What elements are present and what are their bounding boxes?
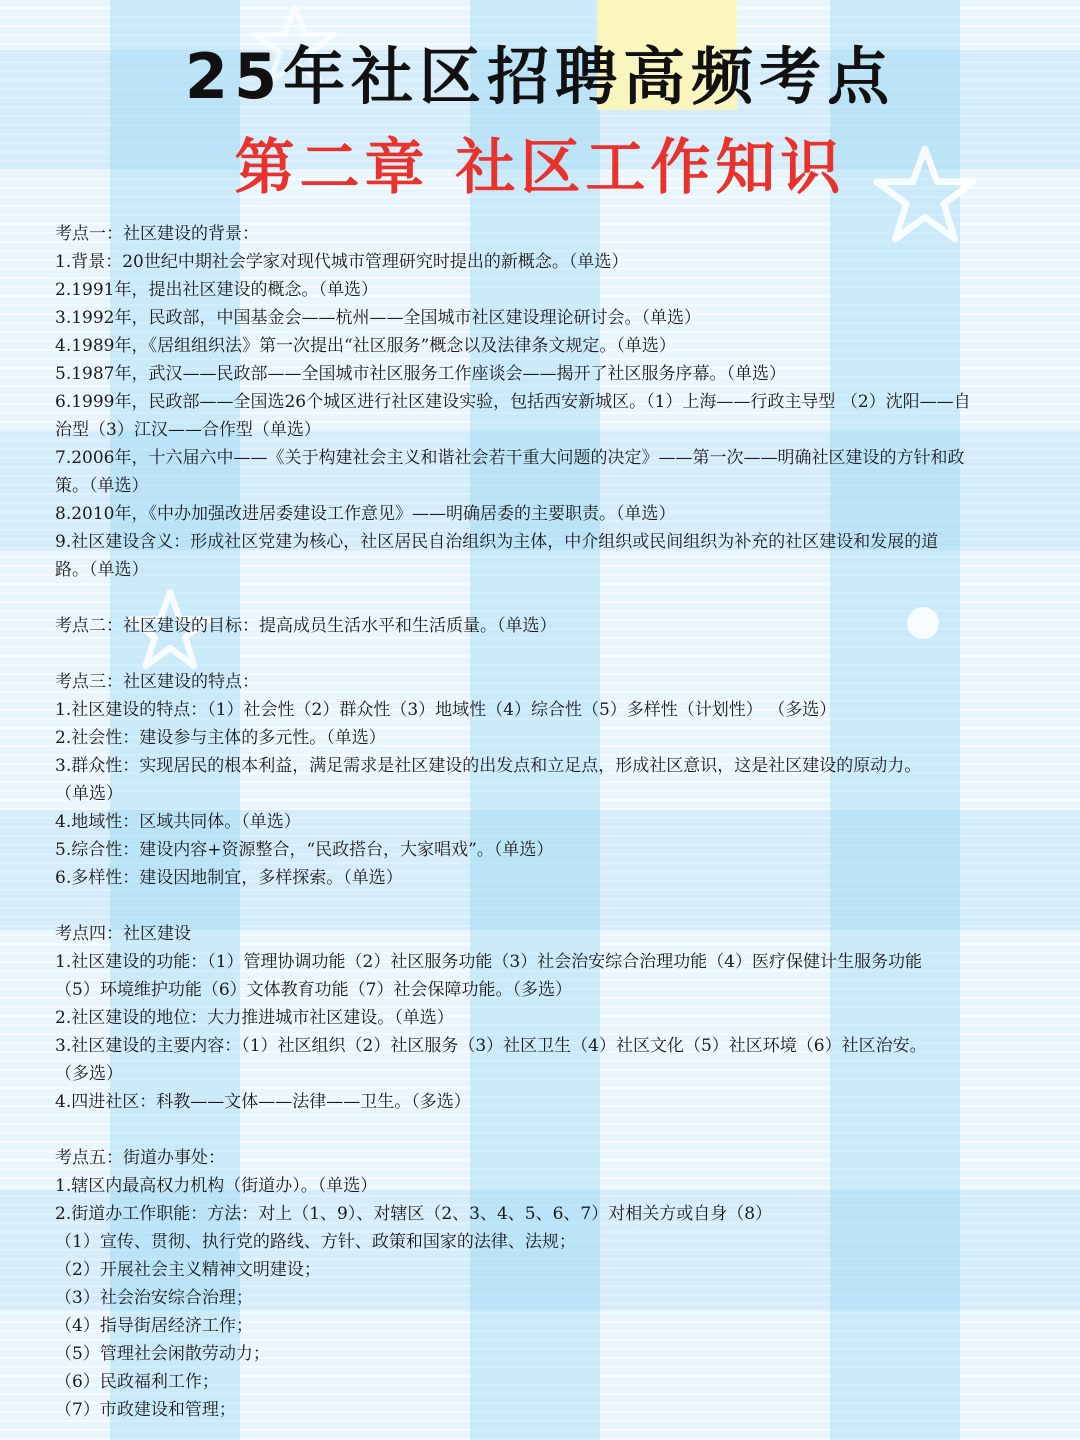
section-line: （4）指导街居经济工作； xyxy=(55,1316,253,1336)
section-heading: 考点一：社区建设的背景： xyxy=(55,224,259,244)
header xyxy=(0,40,1080,204)
section-line: （3）社会治安综合治理； xyxy=(55,1288,253,1308)
section-gap xyxy=(55,892,1035,920)
section-line: 3.群众性：实现居民的根本利益，满足需求是社区建设的出发点和立足点，形成社区意识，这是社区建设的原动力。 xyxy=(55,756,922,776)
section-2 xyxy=(55,612,1035,640)
chapter-subtitle: 第二章 社区工作知识 xyxy=(234,133,846,203)
section-heading: 考点三：社区建设的特点： xyxy=(55,672,259,692)
section-1 xyxy=(55,220,1035,584)
section-line: 2.社会性：建设参与主体的多元性。（单选） xyxy=(55,728,386,748)
section-3 xyxy=(55,668,1035,892)
section-line: 3.社区建设的主要内容：（1）社区组织（2）社区服务（3）社区卫生（4）社区文化（5）社区环境（6）社区治安。 xyxy=(55,1036,927,1056)
section-line: 2.社区建设的地位：大力推进城市社区建设。（单选） xyxy=(55,1008,454,1028)
section-line: 8.2010年，《中办加强改进居委建设工作意见》——明确居委的主要职责。（单选） xyxy=(55,504,676,524)
section-line: 5.综合性：建设内容+资源整合，“民政搭台，大家唱戏”。（单选） xyxy=(55,840,554,860)
section-line: 6.多样性：建设因地制宜，多样探索。（单选） xyxy=(55,868,403,888)
section-line: （5）管理社会闲散劳动力； xyxy=(55,1344,270,1364)
section-line: 2.1991年，提出社区建设的概念。（单选） xyxy=(55,280,378,300)
section-line: （7）市政建设和管理； xyxy=(55,1400,236,1420)
section-line: 7.2006年，十六届六中——《关于构建社会主义和谐社会若干重大问题的决定》——第一次——明确社区建设的方针和政 xyxy=(55,448,965,468)
section-line: 2.街道办工作职能：方法：对上（1、9）、对辖区（2、3、4、5、6、7）对相关方或自身（8） xyxy=(55,1204,773,1224)
sections-list xyxy=(55,220,1035,1424)
section-line: （多选） xyxy=(55,1064,123,1084)
section-line: 4.1989年，《居组组织法》第一次提出“社区服务”概念以及法律条文规定。（单选） xyxy=(55,336,676,356)
section-line: 4.四进社区：科教——文体——法律——卫生。（多选） xyxy=(55,1092,471,1112)
section-heading: 考点二：社区建设的目标：提高成员生活水平和生活质量。（单选） xyxy=(55,616,557,636)
section-4 xyxy=(55,920,1035,1116)
section-heading: 考点五：街道办事处： xyxy=(55,1148,225,1168)
section-gap xyxy=(55,640,1035,668)
section-line: （2）开展社会主义精神文明建设； xyxy=(55,1260,321,1280)
section-line: 9.社区建设含义：形成社区党建为核心，社区居民自治组织为主体，中介组织或民间组织为补充的社区建设和发展的道 xyxy=(55,532,939,552)
page-title: 25年社区招聘高频考点 xyxy=(184,40,896,113)
section-line: 5.1987年，武汉——民政部——全国城市社区服务工作座谈会——揭开了社区服务序幕。（单选） xyxy=(55,364,786,384)
section-line: 1.辖区内最高权力机构（街道办）。（单选） xyxy=(55,1176,378,1196)
section-gap xyxy=(55,584,1035,612)
section-line: （单选） xyxy=(55,784,123,804)
section-line: （6）民政福利工作； xyxy=(55,1372,219,1392)
section-line: 4.地域性：区域共同体。（单选） xyxy=(55,812,301,832)
section-gap xyxy=(55,1116,1035,1144)
section-line: 治型（3）江汉——合作型（单选） xyxy=(55,420,321,440)
section-line: 策。（单选） xyxy=(55,476,149,496)
section-line: 6.1999年，民政部——全国选26个城区进行社区建设实验，包括西安新城区。（1）上海——行政主导型 （2）沈阳——自 xyxy=(55,392,971,412)
section-line: （1）宣传、贯彻、执行党的路线、方针、政策和国家的法律、法规； xyxy=(55,1232,576,1252)
content-body xyxy=(55,220,1035,1424)
section-line: 3.1992年，民政部，中国基金会——杭州——全国城市社区建设理论研讨会。（单选） xyxy=(55,308,701,328)
section-line: 1.背景：20世纪中期社会学家对现代城市管理研究时提出的新概念。（单选） xyxy=(55,252,629,272)
section-line: （5）环境维护功能（6）文体教育功能（7）社会保障功能。（多选） xyxy=(55,980,572,1000)
section-line: 1.社区建设的功能：（1）管理协调功能（2）社区服务功能（3）社会治安综合治理功能（4）医疗保健计生服务功能 xyxy=(55,952,922,972)
section-line: 1.社区建设的特点：（1）社会性（2）群众性（3）地域性（4）综合性（5）多样性（计划性） （多选） xyxy=(55,700,837,720)
section-5 xyxy=(55,1144,1035,1424)
section-heading: 考点四：社区建设 xyxy=(55,924,191,944)
section-line: 路。（单选） xyxy=(55,560,149,580)
